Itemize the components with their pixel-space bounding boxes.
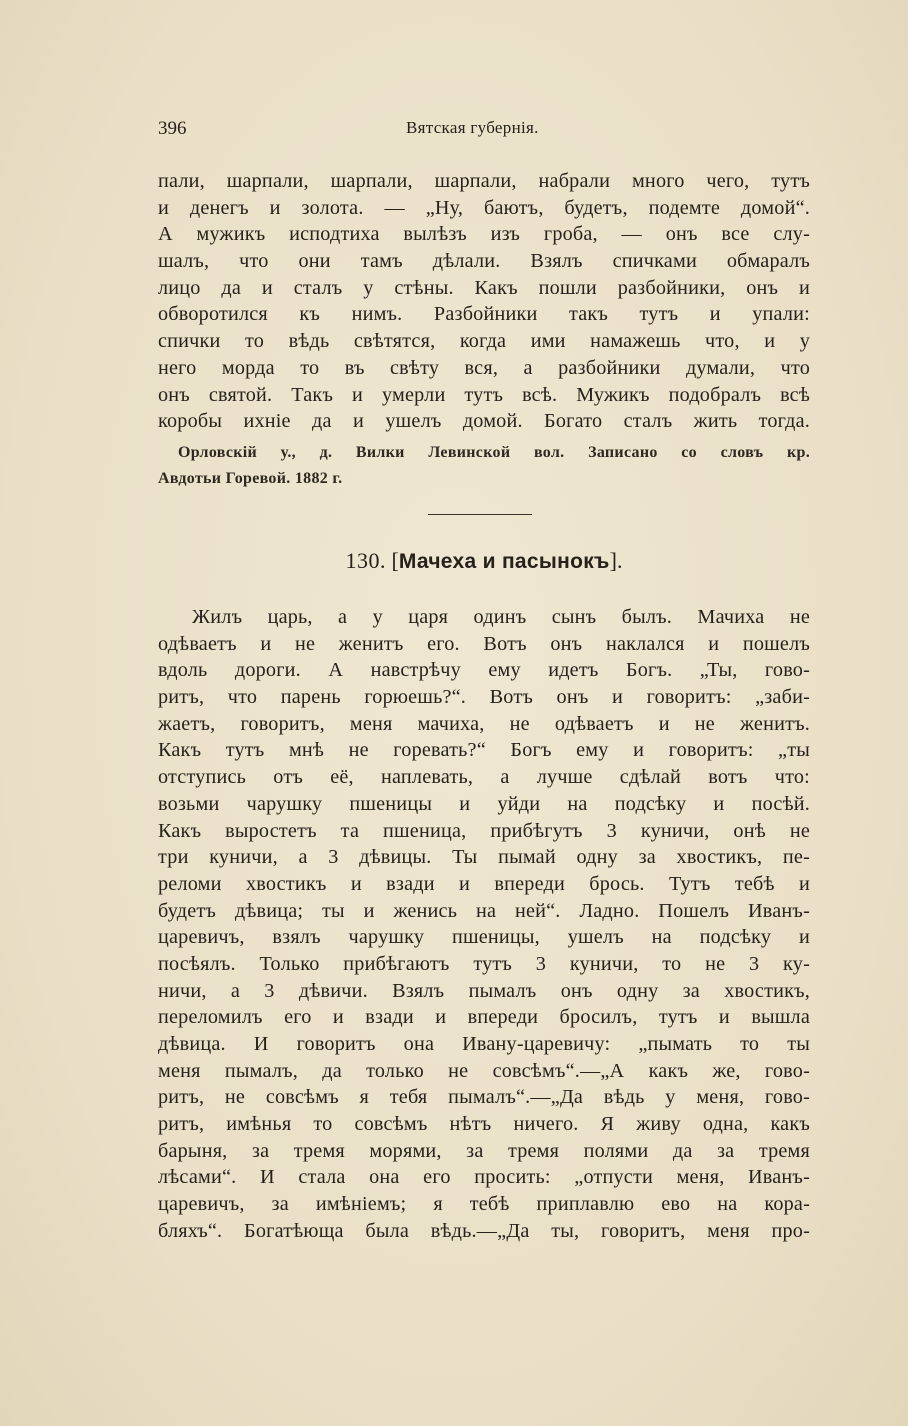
text-line: вдоль дороги. А навстрѣчу ему идетъ Богъ. „Ты, гово- [158,659,810,682]
story-number: 130. [345,548,386,573]
text-line: и денегъ и золота. — „Ну, баютъ, будетъ, подемте домой“. [158,196,810,219]
text-line: царевичъ, взялъ чарушку пшеницы, ушелъ на подсѣку и [158,926,810,949]
bracket-open: [ [391,548,399,573]
running-title: Вятская губернія. [406,118,539,137]
text-line: Жилъ царь, а у царя одинъ сынъ былъ. Мачиха не [192,606,810,628]
text-line: царевичъ, за имѣніемъ; я тебѣ приплавлю ево на кора- [158,1193,810,1216]
text-line: жаетъ, говоритъ, меня мачиха, не одѣваетъ и не женитъ. [158,712,810,735]
text-line: ритъ, имѣнья то совсѣмъ нѣтъ ничего. Я живу одна, какъ [158,1113,810,1136]
text-line: будетъ дѣвица; ты и женись на ней“. Ладно. Пошелъ Иванъ- [158,899,810,922]
story-title: Мачеха и пасынокъ [398,550,610,573]
text-line: бляхъ“. Богатѣюща была вѣдь.—„Да ты, говоритъ, меня про- [158,1219,810,1242]
text-line: три куничи, а 3 дѣвицы. Ты пымай одну за хвостикъ, пе- [158,846,810,869]
text-line: коробы ихніе да и ушелъ домой. Богато сталъ жить тогда. [158,410,810,433]
text-line: ритъ, что парень горюешь?“. Вотъ онъ и говоритъ: „заби- [158,686,810,709]
text-line: посѣялъ. Только прибѣгаютъ тутъ 3 куничи, то не 3 ку- [158,952,810,975]
story-text [158,604,810,1245]
text-line: Какъ тутъ мнѣ не горевать?“ Богъ ему и говоритъ: „ты [158,739,810,762]
page-header [158,118,810,140]
text-line: реломи хвостикъ и взади и впереди брось. Тутъ тебѣ и [158,872,810,895]
text-line: него морда то въ свѣту вся, а разбойники думали, что [158,356,810,379]
text-line: лѣсами“. И стала она его просить: „отпусти меня, Иванъ- [158,1166,810,1189]
story-heading [158,548,810,580]
text-line: меня пымалъ, да только не совсѣмъ“.—„А какъ же, гово- [158,1059,810,1082]
page-number: 396 [158,118,187,139]
text-line: переломилъ его и взади и впереди бросилъ, тутъ и вышла [158,1006,810,1029]
text-line: возьми чарушку пшеницы и уйди на подсѣку и посѣй. [158,792,810,815]
text-line: пали, шарпали, шарпали, шарпали, набрали много чего, тутъ [158,170,810,192]
bracket-close: ]. [609,548,623,573]
text-line: Какъ выростетъ та пшеница, прибѣгутъ 3 куничи, онѣ не [158,819,810,842]
text-line: обворотился къ нимъ. Разбойники такъ тутъ и упали: [158,303,810,326]
text-line: ритъ, не совсѣмъ я тебя пымалъ“.—„Да вѣдь у меня, гово- [158,1086,810,1109]
text-line: барыня, за тремя морями, за тремя полями да за тремя [158,1139,810,1162]
text-line: спички то вѣдь свѣтятся, когда ими намажешь что, и у [158,330,810,353]
story-ending-text [158,168,810,435]
text-line: А мужикъ исподтиха вылѣзъ изъ гроба, — онъ все слу- [158,223,810,246]
source-note [158,440,810,492]
text-line: отступись отъ её, наплевать, а лучше сдѣлай вотъ что: [158,766,810,789]
text-line: ничи, а 3 дѣвичи. Взялъ пымалъ онъ одну за хвостикъ, [158,979,810,1002]
section-divider [428,514,532,515]
text-line: дѣвица. И говоритъ она Ивану-царевичу: „пымать то ты [158,1033,810,1055]
text-line: лицо да и сталъ у стѣны. Какъ пошли разбойники, онъ и [158,276,810,299]
note-line: Авдотьи Горевой. 1882 г. [158,470,343,487]
text-line: одѣваетъ и не женитъ его. Вотъ онъ наклался и пошелъ [158,632,810,655]
text-line: онъ святой. Такъ и умерли тутъ всѣ. Мужикъ подобралъ всѣ [158,383,810,406]
text-line: шалъ, что они тамъ дѣлали. Взялъ спичками обмаралъ [158,250,810,273]
note-line: Орловскій у., д. Вилки Левинской вол. Записано со словъ кр. [178,444,810,461]
